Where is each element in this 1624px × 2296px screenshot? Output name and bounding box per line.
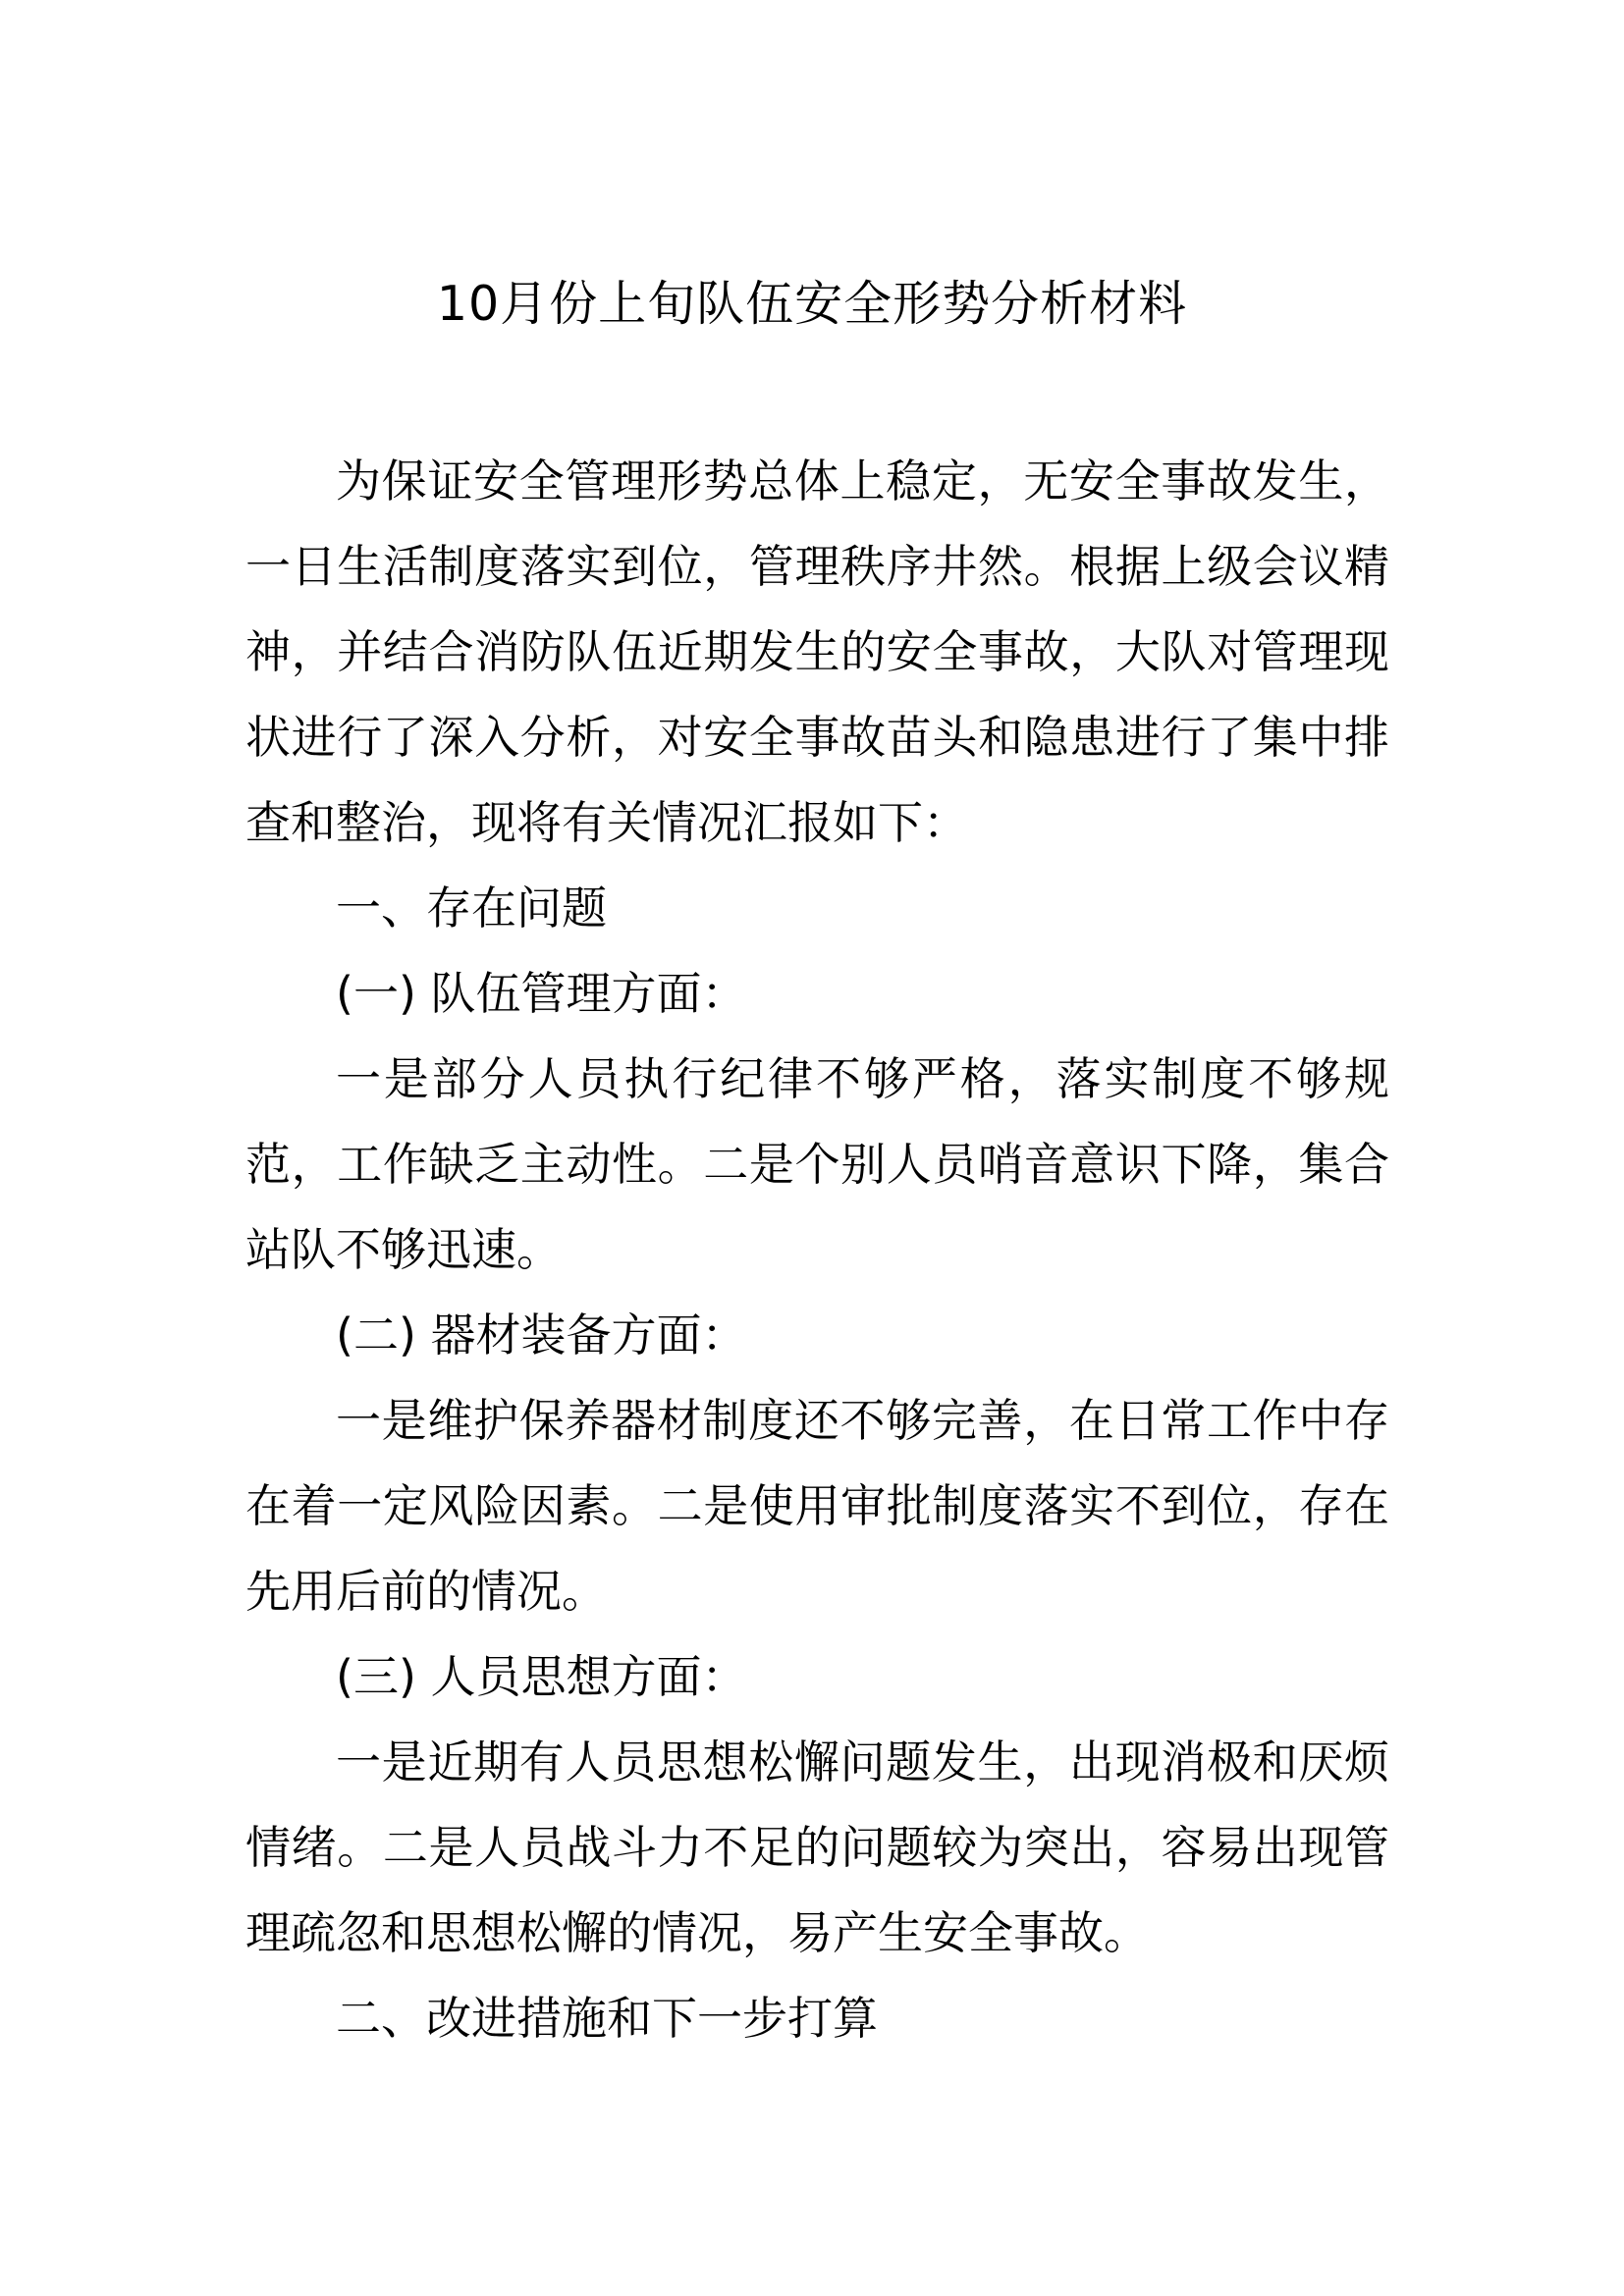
- intro-paragraph: 为保证安全管理形势总体上稳定，无安全事故发生，一日生活制度落实到位，管理秩序井然。根据上级会议精神，并结合消防队伍近期发生的安全事故，大队对管理现状进行了深入分析，对安全事故苗头和隐患进行了集中排查和整治，现将有关情况汇报如下：: [245, 454, 1389, 849]
- subheading-team-management: (一) 队伍管理方面：: [336, 967, 747, 1020]
- section-heading-improvements: 二、改进措施和下一步打算: [336, 1992, 878, 2045]
- paragraph-equipment: 一是维护保养器材制度还不够完善，在日常工作中存在着一定风险因素。二是使用审批制度落实不到位，存在先用后前的情况。: [245, 1394, 1389, 1618]
- document-body: [245, 439, 1389, 2061]
- section-heading-problems: 一、存在问题: [336, 881, 607, 934]
- subheading-personnel-thinking: (三) 人员思想方面：: [336, 1650, 747, 1703]
- paragraph-personnel-thinking: 一是近期有人员思想松懈问题发生，出现消极和厌烦情绪。二是人员战斗力不足的问题较为突出，容易出现管理疏忽和思想松懈的情况，易产生安全事故。: [245, 1735, 1389, 1959]
- paragraph-team-management: 一是部分人员执行纪律不够严格，落实制度不够规范，工作缺乏主动性。二是个别人员哨音意识下降，集合站队不够迅速。: [245, 1052, 1389, 1276]
- subheading-equipment: (二) 器材装备方面：: [336, 1308, 747, 1362]
- document-title: 10月份上旬队伍安全形势分析材料: [436, 276, 1188, 332]
